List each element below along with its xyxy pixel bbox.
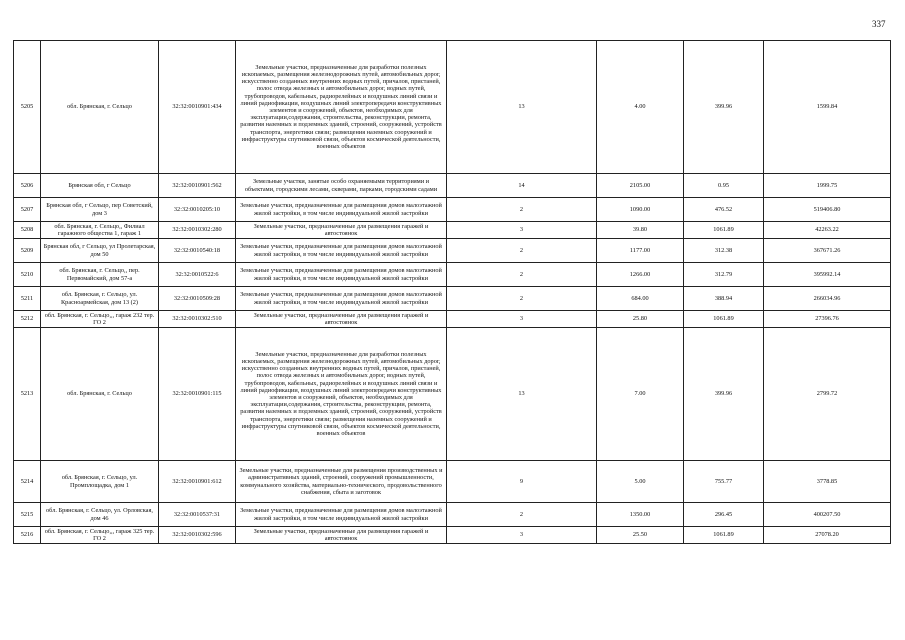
cadastral-value-cell: 27078.20: [764, 527, 891, 544]
land-use-cell: Земельные участки, предназначенные для размещения гаражей и автостоянок: [236, 311, 447, 328]
area-cell: 684.00: [597, 287, 684, 311]
table-row: [14, 328, 891, 461]
cadastral-number-cell: 32:32:0010302:510: [159, 311, 236, 328]
specific-value-cell: 755.77: [684, 461, 764, 503]
cadastral-value-cell: 1999.75: [764, 174, 891, 198]
area-cell: 39.80: [597, 222, 684, 239]
cadastral-number-cell: 32:32:0010522:6: [159, 263, 236, 287]
table-row: [14, 198, 891, 222]
table-row: [14, 311, 891, 328]
specific-value-cell: 312.38: [684, 239, 764, 263]
cadastral-value-cell: 1599.84: [764, 41, 891, 174]
specific-value-cell: 312.79: [684, 263, 764, 287]
row-number: 5214: [14, 461, 41, 503]
cadastral-value-cell: 367671.26: [764, 239, 891, 263]
address-cell: Брянская обл, г Сельцо, ул Пролетарская, дом 50: [41, 239, 159, 263]
cadastral-value-cell: 400207.50: [764, 503, 891, 527]
table-row: [14, 41, 891, 174]
address-cell: обл. Брянская, г. Сельцо,, пер. Первомайский, дом 57-а: [41, 263, 159, 287]
cadastral-number-cell: 32:32:0010509:28: [159, 287, 236, 311]
cadastral-value-cell: 519406.80: [764, 198, 891, 222]
area-cell: 2105.00: [597, 174, 684, 198]
address-cell: обл. Брянская, г. Сельцо: [41, 328, 159, 461]
cadastral-value-cell: 27396.76: [764, 311, 891, 328]
land-registry-table: [13, 40, 891, 544]
specific-value-cell: 388.94: [684, 287, 764, 311]
cadastral-number-cell: 32:32:0010205:10: [159, 198, 236, 222]
address-cell: Брянская обл, г Сельцо: [41, 174, 159, 198]
land-use-cell: Земельные участки, предназначенные для размещения производственных и административных зданий, строений, сооружений промышленности, коммунального хозяйства, материально-технического, продовольственного снабжения, сбыта и заготовок: [236, 461, 447, 503]
table-row: [14, 239, 891, 263]
cadastral-number-cell: 32:32:0010302:596: [159, 527, 236, 544]
area-cell: 25.80: [597, 311, 684, 328]
area-cell: 25.50: [597, 527, 684, 544]
use-group-cell: 3: [447, 222, 597, 239]
specific-value-cell: 399.96: [684, 41, 764, 174]
use-group-cell: 9: [447, 461, 597, 503]
cadastral-value-cell: 3778.85: [764, 461, 891, 503]
use-group-cell: 13: [447, 328, 597, 461]
row-number: 5215: [14, 503, 41, 527]
land-use-cell: Земельные участки, предназначенные для размещения домов малоэтажной жилой застройки, в том числе индивидуальной жилой застройки: [236, 239, 447, 263]
use-group-cell: 3: [447, 311, 597, 328]
cadastral-number-cell: 32:32:0010901:115: [159, 328, 236, 461]
land-use-cell: Земельные участки, предназначенные для размещения домов малоэтажной жилой застройки, в том числе индивидуальной жилой застройки: [236, 287, 447, 311]
address-cell: обл. Брянская, г. Сельцо,, Филиал гаражного общества 1, гараж 1: [41, 222, 159, 239]
use-group-cell: 2: [447, 503, 597, 527]
land-use-cell: Земельные участки, предназначенные для размещения домов малоэтажной жилой застройки, в том числе индивидуальной жилой застройки: [236, 263, 447, 287]
area-cell: 1266.00: [597, 263, 684, 287]
specific-value-cell: 296.45: [684, 503, 764, 527]
row-number: 5213: [14, 328, 41, 461]
specific-value-cell: 0.95: [684, 174, 764, 198]
row-number: 5210: [14, 263, 41, 287]
use-group-cell: 2: [447, 239, 597, 263]
cadastral-number-cell: 32:32:0010901:434: [159, 41, 236, 174]
specific-value-cell: 1061.89: [684, 311, 764, 328]
cadastral-number-cell: 32:32:0010537:31: [159, 503, 236, 527]
land-use-cell: Земельные участки, предназначенные для разработки полезных ископаемых, размещения железнодорожных путей, автомобильных дорог, искусственно созданных внутренних водных путей, причалов, пристаней, полос отвода железных и автомобильных дорог, водных путей, трубопроводов, кабельных, радиорелейных и воздушных линий связи и линий радиофикации, воздушных линий электропередачи конструктивных элементов и сооружений, объектов, необходимых для эксплуатации,содержания, строительства, реконструкции, ремонта, развития наземных и подземных зданий, строений, сооружений, устройств транспорта, энергетики связи; размещения наземных сооружений и инфраструктуры спутниковой связи, объектов космической деятельности, военных объектов: [236, 41, 447, 174]
use-group-cell: 3: [447, 527, 597, 544]
area-cell: 1090.00: [597, 198, 684, 222]
land-use-cell: Земельные участки, предназначенные для размещения домов малоэтажной жилой застройки, в том числе индивидуальной жилой застройки: [236, 198, 447, 222]
cadastral-value-cell: 395992.14: [764, 263, 891, 287]
area-cell: 1177.00: [597, 239, 684, 263]
address-cell: обл. Брянская, г. Сельцо,,, гараж 232 тер. ГО 2: [41, 311, 159, 328]
table-row: [14, 287, 891, 311]
area-cell: 7.00: [597, 328, 684, 461]
land-use-cell: Земельные участки, предназначенные для разработки полезных ископаемых, размещения железнодорожных путей, автомобильных дорог, искусственно созданных внутренних водных путей, причалов, пристаней, полос отвода железных и автомобильных дорог, водных путей, трубопроводов, кабельных, радиорелейных и воздушных линий связи и линий радиофикации, воздушных линий электропередачи конструктивных элементов и сооружений, объектов, необходимых для эксплуатации,содержания, строительства, реконструкции, ремонта, развития наземных и подземных зданий, строений, сооружений, устройств транспорта, энергетики связи; размещения наземных сооружений и инфраструктуры спутниковой связи, объектов космической деятельности, военных объектов: [236, 328, 447, 461]
address-cell: обл. Брянская, г. Сельцо, ул. Промплощадка, дом 1: [41, 461, 159, 503]
table-row: [14, 503, 891, 527]
area-cell: 1350.00: [597, 503, 684, 527]
table-row: [14, 174, 891, 198]
table-row: [14, 263, 891, 287]
row-number: 5206: [14, 174, 41, 198]
cadastral-value-cell: 266034.96: [764, 287, 891, 311]
row-number: 5208: [14, 222, 41, 239]
row-number: 5216: [14, 527, 41, 544]
table-row: [14, 461, 891, 503]
table-row: [14, 527, 891, 544]
cadastral-number-cell: 32:32:0010540:18: [159, 239, 236, 263]
use-group-cell: 2: [447, 263, 597, 287]
row-number: 5209: [14, 239, 41, 263]
area-cell: 5.00: [597, 461, 684, 503]
use-group-cell: 13: [447, 41, 597, 174]
row-number: 5211: [14, 287, 41, 311]
specific-value-cell: 476.52: [684, 198, 764, 222]
land-use-cell: Земельные участки, предназначенные для размещения гаражей и автостоянок: [236, 222, 447, 239]
cadastral-value-cell: 2799.72: [764, 328, 891, 461]
land-use-cell: Земельные участки, занятые особо охраняемыми территориями и объектами, городскими лесами, скверами, парками, городскими садами: [236, 174, 447, 198]
cadastral-value-cell: 42263.22: [764, 222, 891, 239]
row-number: 5212: [14, 311, 41, 328]
address-cell: обл. Брянская, г. Сельцо, ул. Красноармейская, дом 13 (2): [41, 287, 159, 311]
address-cell: обл. Брянская, г. Сельцо,,, гараж 325 тер. ГО 2: [41, 527, 159, 544]
address-cell: обл. Брянская, г. Сельцо: [41, 41, 159, 174]
specific-value-cell: 1061.89: [684, 222, 764, 239]
row-number: 5207: [14, 198, 41, 222]
land-use-cell: Земельные участки, предназначенные для размещения домов малоэтажной жилой застройки, в том числе индивидуальной жилой застройки: [236, 503, 447, 527]
cadastral-number-cell: 32:32:0010901:612: [159, 461, 236, 503]
use-group-cell: 14: [447, 174, 597, 198]
area-cell: 4.00: [597, 41, 684, 174]
cadastral-number-cell: 32:32:0010901:562: [159, 174, 236, 198]
table-row: [14, 222, 891, 239]
specific-value-cell: 399.96: [684, 328, 764, 461]
use-group-cell: 2: [447, 287, 597, 311]
address-cell: Брянская обл, г Сельцо, пер Советский, дом 3: [41, 198, 159, 222]
cadastral-number-cell: 32:32:0010302:280: [159, 222, 236, 239]
use-group-cell: 2: [447, 198, 597, 222]
address-cell: обл. Брянская, г. Сельцо, ул. Орловская, дом 46: [41, 503, 159, 527]
page-number: 337: [872, 19, 886, 29]
specific-value-cell: 1061.89: [684, 527, 764, 544]
land-use-cell: Земельные участки, предназначенные для размещения гаражей и автостоянок: [236, 527, 447, 544]
row-number: 5205: [14, 41, 41, 174]
